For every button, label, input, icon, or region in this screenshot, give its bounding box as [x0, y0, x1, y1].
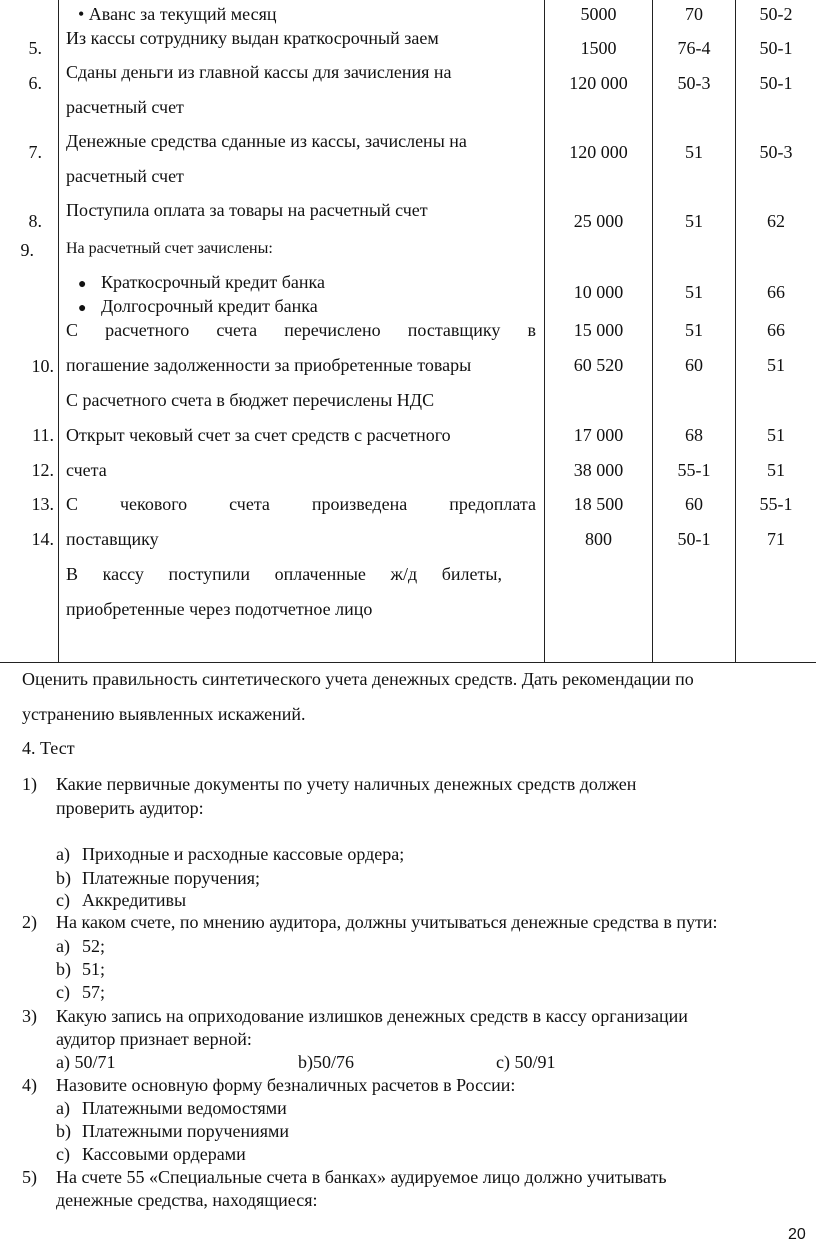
answer-option: a) Платежными ведомостями [56, 1098, 287, 1118]
answer-option: a) 50/71 [56, 1052, 116, 1072]
answer-option: c) Кассовыми ордерами [56, 1144, 246, 1164]
question-text: Какие первичные документы по учету наличных денежных средств должен [56, 774, 637, 794]
amount-cell: 10 000 [573, 282, 624, 302]
answer-option: c) Аккредитивы [56, 890, 187, 910]
answer-option: c) 57; [56, 982, 106, 1002]
transaction-description: приобретенные через подотчетное лицо [66, 599, 373, 619]
transaction-description: С чекового счета произведена предоплата [66, 494, 536, 514]
row-number: 13. [31, 494, 54, 514]
debit-cell: 70 [685, 4, 703, 24]
amount-cell: 1500 [580, 38, 617, 58]
answer-option: a) 52; [56, 936, 106, 956]
credit-cell: 51 [767, 425, 785, 445]
row-number: 9. [20, 240, 34, 260]
question-marker: 5) [22, 1167, 37, 1187]
list-item: ● Краткосрочный кредит банка [78, 272, 325, 292]
credit-cell: 62 [767, 211, 785, 231]
credit-cell: 50-3 [759, 142, 793, 162]
row-number: 10. [31, 356, 54, 376]
question-text: Какую запись на оприходование излишков денежных средств в кассу организации [56, 1006, 688, 1026]
question-marker: 2) [22, 912, 37, 932]
question-text: денежные средства, находящиеся: [56, 1190, 318, 1210]
answer-option: a) Приходные и расходные кассовые ордера; [56, 844, 405, 864]
amount-cell: 5000 [580, 4, 617, 24]
debit-cell: 50-3 [677, 73, 711, 93]
amount-cell: 18 500 [573, 494, 624, 514]
debit-cell: 51 [685, 211, 703, 231]
transaction-description: счета [66, 460, 107, 480]
question-text: На каком счете, по мнению аудитора, должны учитываться денежные средства в пути: [56, 912, 718, 932]
page-number: 20 [788, 1226, 806, 1243]
amount-cell: 120 000 [569, 142, 628, 162]
question-text: аудитор признает верной: [56, 1029, 252, 1049]
debit-cell: 55-1 [677, 460, 711, 480]
credit-cell: 66 [767, 282, 785, 302]
amount-cell: 800 [585, 529, 612, 549]
row-number: 14. [31, 529, 54, 549]
debit-cell: 76-4 [677, 38, 711, 58]
transaction-description: Открыт чековый счет за счет средств с расчетного [66, 425, 451, 445]
question-text: Назовите основную форму безналичных расчетов в России: [56, 1075, 516, 1095]
amount-cell: 120 000 [569, 73, 628, 93]
credit-cell: 51 [767, 460, 785, 480]
transaction-description: расчетный счет [66, 97, 184, 117]
transaction-description: С расчетного счета в бюджет перечислены НДС [66, 390, 435, 410]
credit-cell: 66 [767, 320, 785, 340]
credit-cell: 50-1 [759, 73, 793, 93]
debit-cell: 50-1 [677, 529, 711, 549]
debit-cell: 51 [685, 320, 703, 340]
answer-option: c) 50/91 [496, 1052, 556, 1072]
row-number: 12. [31, 460, 54, 480]
answer-option: b)50/76 [298, 1052, 354, 1072]
debit-cell: 68 [685, 425, 703, 445]
amount-cell: 60 520 [573, 355, 624, 375]
transaction-description: погашение задолженности за приобретенные товары [66, 355, 472, 375]
task-text: Оценить правильность синтетического учета денежных средств. Дать рекомендации по [22, 669, 694, 689]
question-marker: 1) [22, 774, 37, 794]
transaction-description: • Аванс за текущий месяц [78, 4, 277, 24]
question-marker: 4) [22, 1075, 37, 1095]
question-marker: 3) [22, 1006, 37, 1026]
credit-cell: 50-2 [759, 4, 793, 24]
bullet-icon: ● [78, 277, 87, 292]
amount-cell: 15 000 [573, 320, 624, 340]
row-number: 7. [28, 142, 42, 162]
amount-cell: 17 000 [573, 425, 624, 445]
debit-cell: 51 [685, 142, 703, 162]
task-text: устранению выявленных искажений. [22, 704, 306, 724]
amount-cell: 25 000 [573, 211, 624, 231]
transaction-description: расчетный счет [66, 166, 184, 186]
answer-option: b) Платежными поручениями [56, 1121, 290, 1141]
credit-cell: 71 [767, 529, 785, 549]
debit-cell: 60 [685, 355, 703, 375]
bullet-icon: ● [78, 301, 87, 316]
credit-cell: 50-1 [759, 38, 793, 58]
amount-cell: 38 000 [573, 460, 624, 480]
question-text: проверить аудитор: [56, 798, 204, 818]
answer-option: b) 51; [56, 959, 106, 979]
transaction-description: поставщику [66, 529, 159, 549]
row-number: 11. [32, 425, 54, 445]
row-number: 6. [28, 73, 42, 93]
transaction-description: В кассу поступили оплаченные ж/д билеты, [66, 564, 502, 584]
question-text: На счете 55 «Специальные счета в банках» аудируемое лицо должно учитывать [56, 1167, 667, 1187]
credit-cell: 51 [767, 355, 785, 375]
credit-cell: 55-1 [759, 494, 793, 514]
test-heading: 4. Тест [22, 738, 75, 758]
transaction-description: Из кассы сотруднику выдан краткосрочный заем [66, 28, 439, 48]
row-number: 8. [28, 211, 42, 231]
transaction-description: Денежные средства сданные из кассы, зачислены на [66, 131, 467, 151]
transaction-description: Поступила оплата за товары на расчетный счет [66, 200, 428, 220]
list-item: ● Долгосрочный кредит банка [78, 296, 318, 316]
answer-option: b) Платежные поручения; [56, 868, 260, 888]
debit-cell: 51 [685, 282, 703, 302]
row-number: 5. [28, 38, 42, 58]
transaction-description: С расчетного счета перечислено поставщику в [66, 320, 536, 340]
transaction-description: На расчетный счет зачислены: [66, 240, 273, 257]
debit-cell: 60 [685, 494, 703, 514]
transaction-description: Сданы деньги из главной кассы для зачисления на [66, 62, 452, 82]
